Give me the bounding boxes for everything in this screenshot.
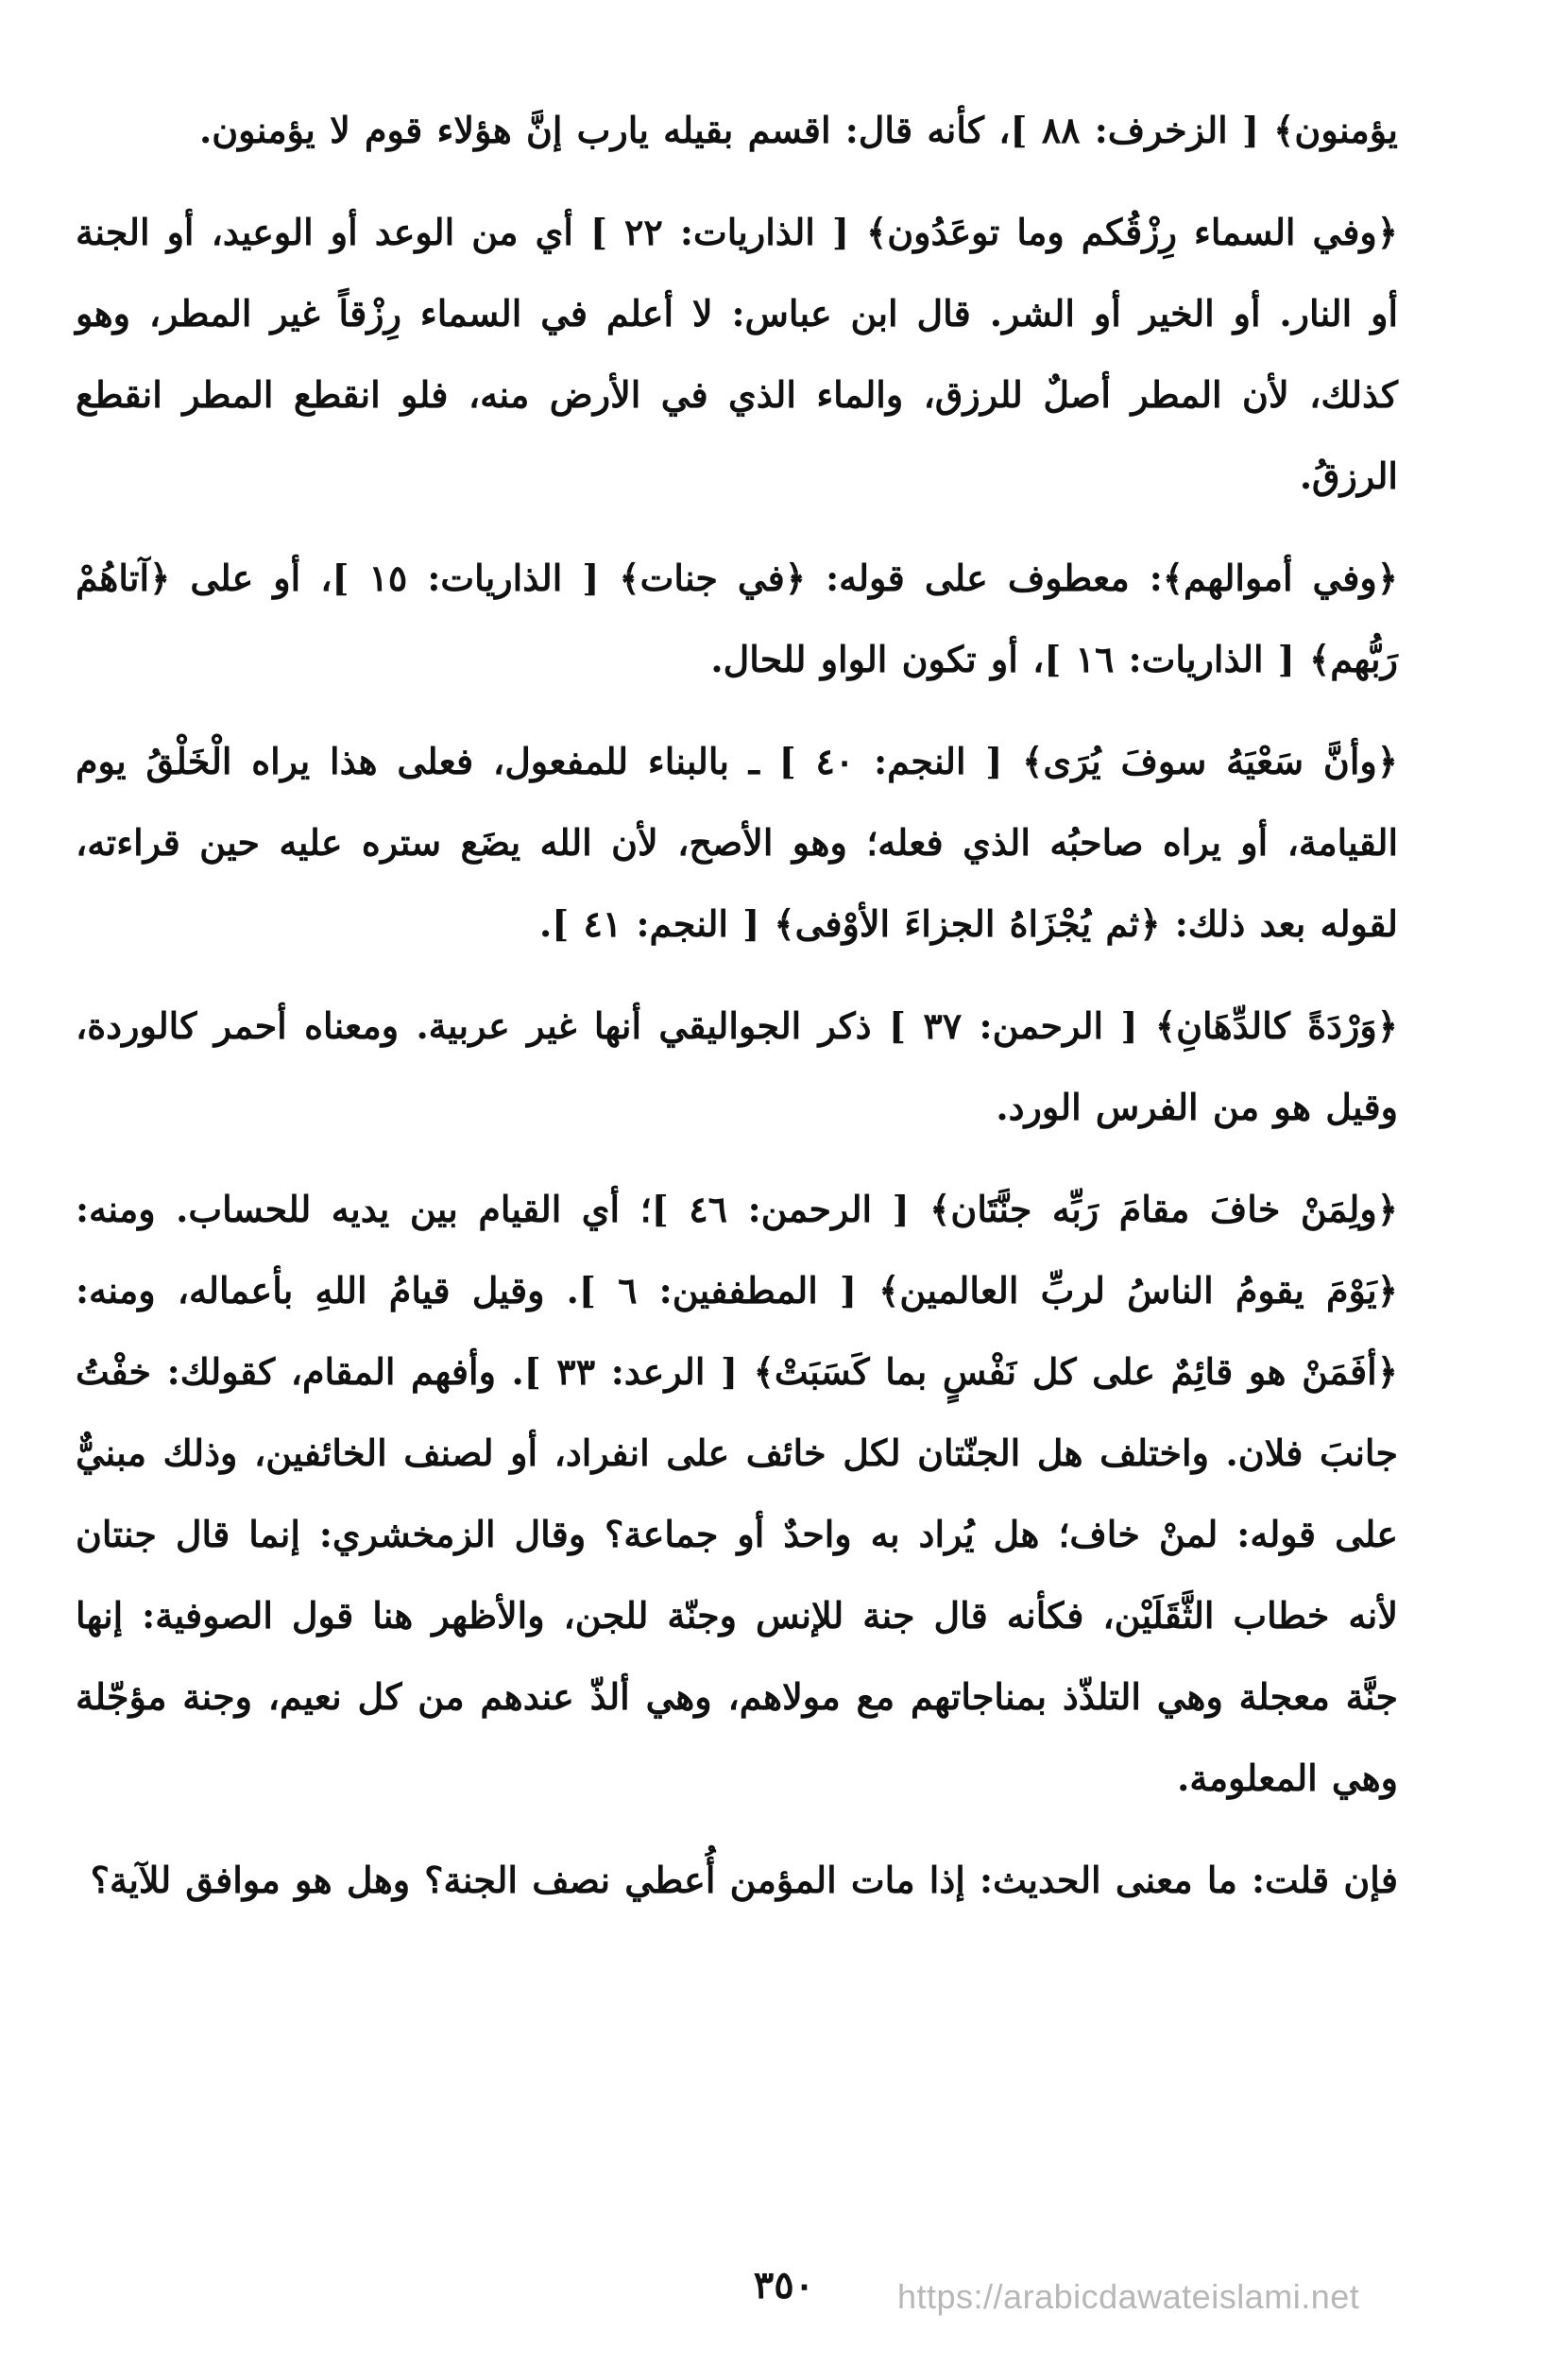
page-body	[76, 90, 1398, 1942]
paragraph-rahman-warda: ﴿وَرْدَةً كالدِّهَانِ﴾ [ الرحمن: ٣٧ ] ذكر الجواليقي أنها غير عربية. ومعناه أحمر كالوردة، وقيل هو من الفرس الورد.	[76, 1004, 1398, 1128]
paragraph-dhariyat-rizq: ﴿وفي السماء رِزْقُكم وما توعَدُون﴾ [ الذاريات: ٢٢ ] أي من الوعد أو الوعيد، أو الجنة أو النار. أو الخير أو الشر. قال ابن عباس: لا أعلم في السماء رِزْقاً غير المطر، وهو كذلك، لأن المطر أصلٌ للرزق، والماء الذي في الأرض منه، فلو انقطع المطر انقطع الرزقُ.	[76, 211, 1398, 497]
page-number: ٣٥٠	[753, 2263, 815, 2307]
paragraph-zukhruf: يؤمنون﴾ [ الزخرف: ٨٨ ]، كأنه قال: اقسم بقيله يارب إنَّ هؤلاء قوم لا يؤمنون.	[199, 109, 1398, 151]
paragraph-rahman-jannatan: ﴿ولِمَنْ خافَ مقامَ رَبِّه جنَّتَان﴾ [ الرحمن: ٤٦ ]؛ أي القيام بين يديه للحساب. ومنه: ﴿يَوْمَ يقومُ الناسُ لربِّ العالمين﴾ [ المطففين: ٦ ]. وقيل قيامُ اللهِ بأعماله، ومنه: ﴿أفَمَنْ هو قائِمٌ على كل نَفْسٍ بما كَسَبَتْ﴾ [ الرعد: ٣٣ ]. وأفهم المقام، كقولك: خفْتُ جانبَ فلان. واختلف هل الجنّتان لكل خائف على انفراد، أو لصنف الخائفين، وذلك مبنيٌّ على قوله: لمنْ خاف؛ هل يُراد به واحدٌ أو جماعة؟ وقال الزمخشري: إنما قال جنتان لأنه خطاب الثَّقَلَيْن، فكأنه قال جنة للإنس وجنّة للجن، والأظهر هنا قول الصوفية: إنها جنَّة معجلة وهي التلذّذ بمناجاتهم مع مولاهم، وهي ألذّ عندهم من كل نعيم، وجنة مؤجّلة وهي المعلومة.	[76, 1188, 1398, 1799]
watermark-url: https://arabicdawateislami.net	[897, 2277, 1360, 2316]
paragraph-question: فإن قلت: ما معنى الحديث: إذا مات المؤمن أُعطي نصف الجنة؟ وهل هو موافق للآية؟	[90, 1859, 1398, 1901]
paragraph-najm: ﴿وأنَّ سَعْيَهُ سوفَ يُرَى﴾ [ النجم: ٤٠ ] ـ بالبناء للمفعول، فعلى هذا يراه الْخَلْقُ يوم القيامة، أو يراه صاحبُه الذي فعله؛ وهو الأصح، لأن الله يضَع ستره عليه حين قراءته، لقوله بعد ذلك: ﴿ثم يُجْزَاهُ الجزاءَ الأوْفى﴾ [ النجم: ٤١ ].	[76, 740, 1399, 945]
paragraph-dhariyat-amwal: ﴿وفي أموالهم﴾: معطوف على قوله: ﴿في جنات﴾ [ الذاريات: ١٥ ]، أو على ﴿آتاهُمْ رَبُّهم﴾ [ الذاريات: ١٦ ]، أو تكون الواو للحال.	[76, 557, 1398, 680]
